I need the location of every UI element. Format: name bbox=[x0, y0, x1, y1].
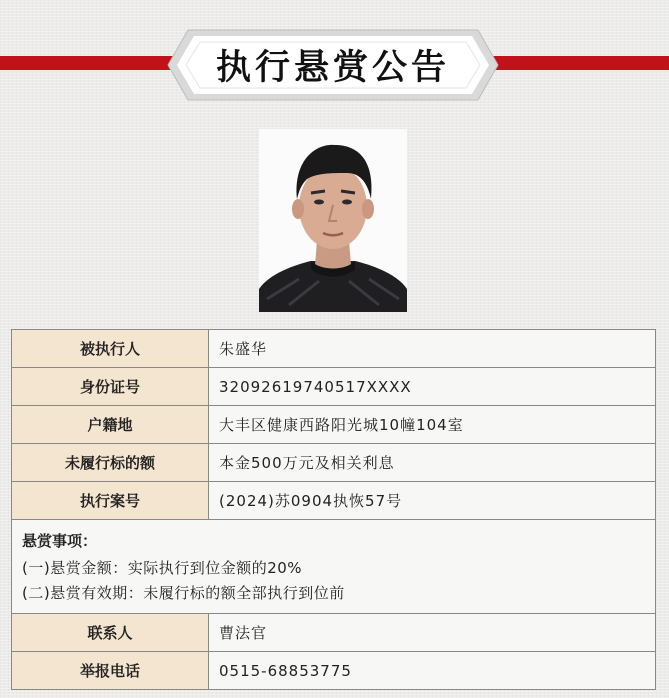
row-value-unpaid-amount: 本金500万元及相关利息 bbox=[209, 444, 656, 482]
row-label-case-number: 执行案号 bbox=[12, 482, 209, 520]
row-value-phone: 0515-68853775 bbox=[209, 652, 656, 690]
reward-row bbox=[12, 520, 656, 614]
reward-validity-line: (二)悬赏有效期：未履行标的额全部执行到位前 bbox=[22, 584, 345, 602]
reward-details bbox=[12, 520, 656, 614]
person-photo bbox=[259, 129, 407, 312]
page-title: 执行悬赏公告 bbox=[215, 48, 450, 88]
row-value-residence: 大丰区健康西路阳光城10幢104室 bbox=[209, 406, 656, 444]
info-table bbox=[11, 329, 656, 690]
row-value-name: 朱盛华 bbox=[209, 330, 656, 368]
row-label-unpaid-amount: 未履行标的额 bbox=[12, 444, 209, 482]
row-value-contact: 曹法官 bbox=[209, 614, 656, 652]
table-row bbox=[12, 330, 656, 368]
row-label-residence: 户籍地 bbox=[12, 406, 209, 444]
table-row bbox=[12, 444, 656, 482]
reward-title: 悬赏事项： bbox=[22, 532, 98, 550]
table-row bbox=[12, 482, 656, 520]
title-banner bbox=[166, 28, 500, 102]
row-label-phone: 举报电话 bbox=[12, 652, 209, 690]
row-label-name: 被执行人 bbox=[12, 330, 209, 368]
row-label-id-number: 身份证号 bbox=[12, 368, 209, 406]
table-row bbox=[12, 406, 656, 444]
reward-amount-line: (一)悬赏金额：实际执行到位金额的20% bbox=[22, 559, 303, 577]
table-row bbox=[12, 614, 656, 652]
row-label-contact: 联系人 bbox=[12, 614, 209, 652]
row-value-case-number: (2024)苏0904执恢57号 bbox=[209, 482, 656, 520]
row-value-id-number: 32092619740517XXXX bbox=[209, 368, 656, 406]
table-row bbox=[12, 368, 656, 406]
table-row bbox=[12, 652, 656, 690]
person-portrait-icon bbox=[259, 129, 407, 312]
